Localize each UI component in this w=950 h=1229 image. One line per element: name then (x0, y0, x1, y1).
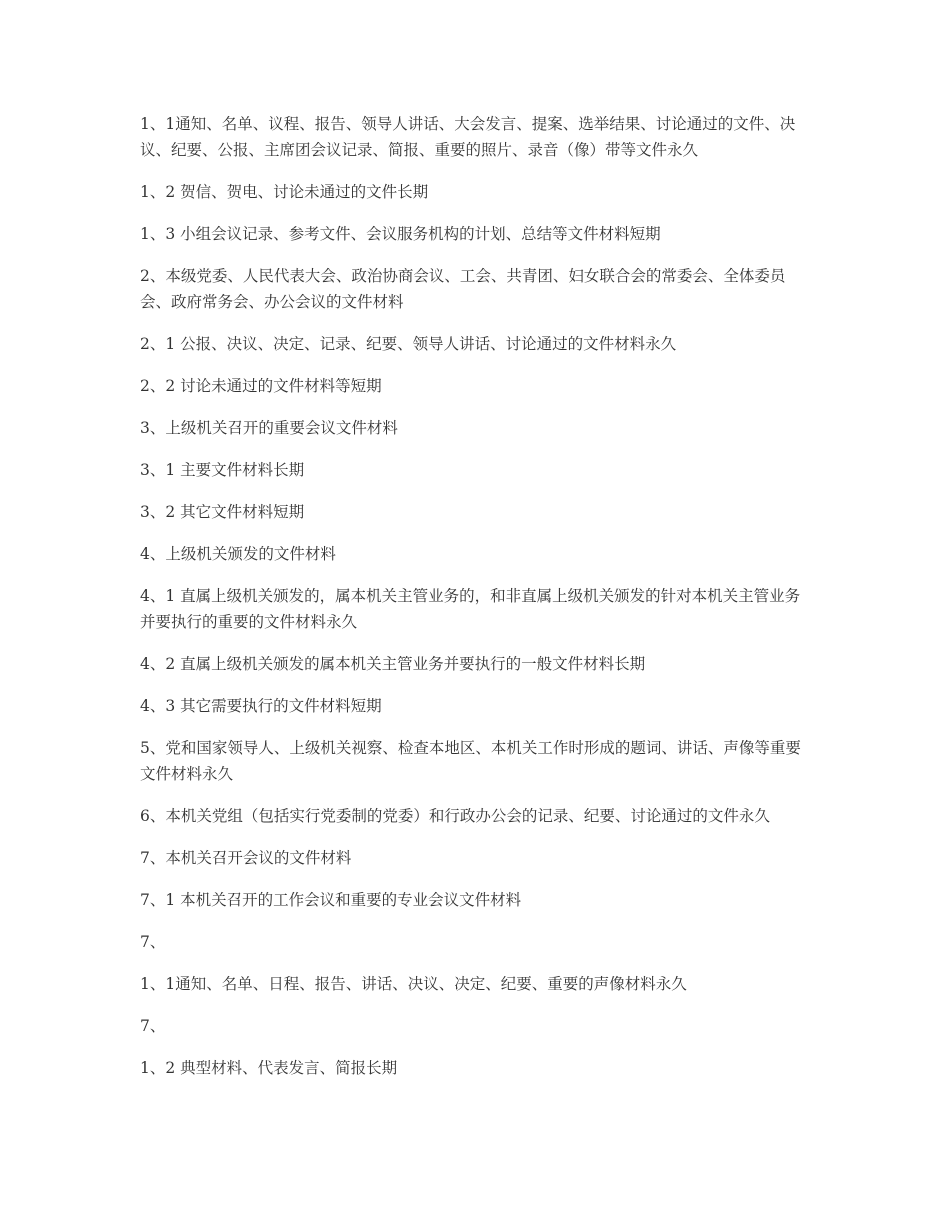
paragraph: 1、2 贺信、贺电、讨论未通过的文件长期 (140, 183, 429, 201)
paragraph: 4、上级机关颁发的文件材料 (140, 545, 336, 563)
document-body (140, 111, 812, 1097)
paragraph: 1、3 小组会议记录、参考文件、会议服务机构的计划、总结等文件材料短期 (140, 225, 661, 243)
paragraph: 7、本机关召开会议的文件材料 (140, 849, 352, 867)
paragraph: 2、本级党委、人民代表大会、政治协商会议、工会、共青团、妇女联合会的常委会、全体委员会、政府常务会、办公会议的文件材料 (140, 267, 786, 311)
paragraph: 6、本机关党组（包括实行党委制的党委）和行政办公会的记录、纪要、讨论通过的文件永久 (140, 807, 770, 825)
paragraph: 7、1 本机关召开的工作会议和重要的专业会议文件材料 (140, 891, 522, 909)
paragraph: 1、1通知、名单、议程、报告、领导人讲话、大会发言、提案、选举结果、讨论通过的文件、决议、纪要、公报、主席团会议记录、简报、重要的照片、录音（像）带等文件永久 (140, 115, 796, 159)
paragraph: 3、1 主要文件材料长期 (140, 461, 305, 479)
paragraph: 7、 (140, 1017, 166, 1035)
paragraph: 5、党和国家领导人、上级机关视察、检查本地区、本机关工作时形成的题词、讲话、声像等重要文件材料永久 (140, 739, 801, 783)
paragraph: 3、2 其它文件材料短期 (140, 503, 305, 521)
paragraph: 1、2 典型材料、代表发言、简报长期 (140, 1059, 398, 1077)
paragraph: 2、1 公报、决议、决定、记录、纪要、领导人讲话、讨论通过的文件材料永久 (140, 335, 677, 353)
paragraph: 1、1通知、名单、日程、报告、讲话、决议、决定、纪要、重要的声像材料永久 (140, 975, 687, 993)
paragraph: 4、1 直属上级机关颁发的，属本机关主管业务的，和非直属上级机关颁发的针对本机关主管业务并要执行的重要的文件材料永久 (140, 587, 801, 631)
paragraph: 4、3 其它需要执行的文件材料短期 (140, 697, 382, 715)
paragraph: 2、2 讨论未通过的文件材料等短期 (140, 377, 382, 395)
paragraph: 3、上级机关召开的重要会议文件材料 (140, 419, 398, 437)
paragraph: 7、 (140, 933, 166, 951)
paragraph: 4、2 直属上级机关颁发的属本机关主管业务并要执行的一般文件材料长期 (140, 655, 646, 673)
